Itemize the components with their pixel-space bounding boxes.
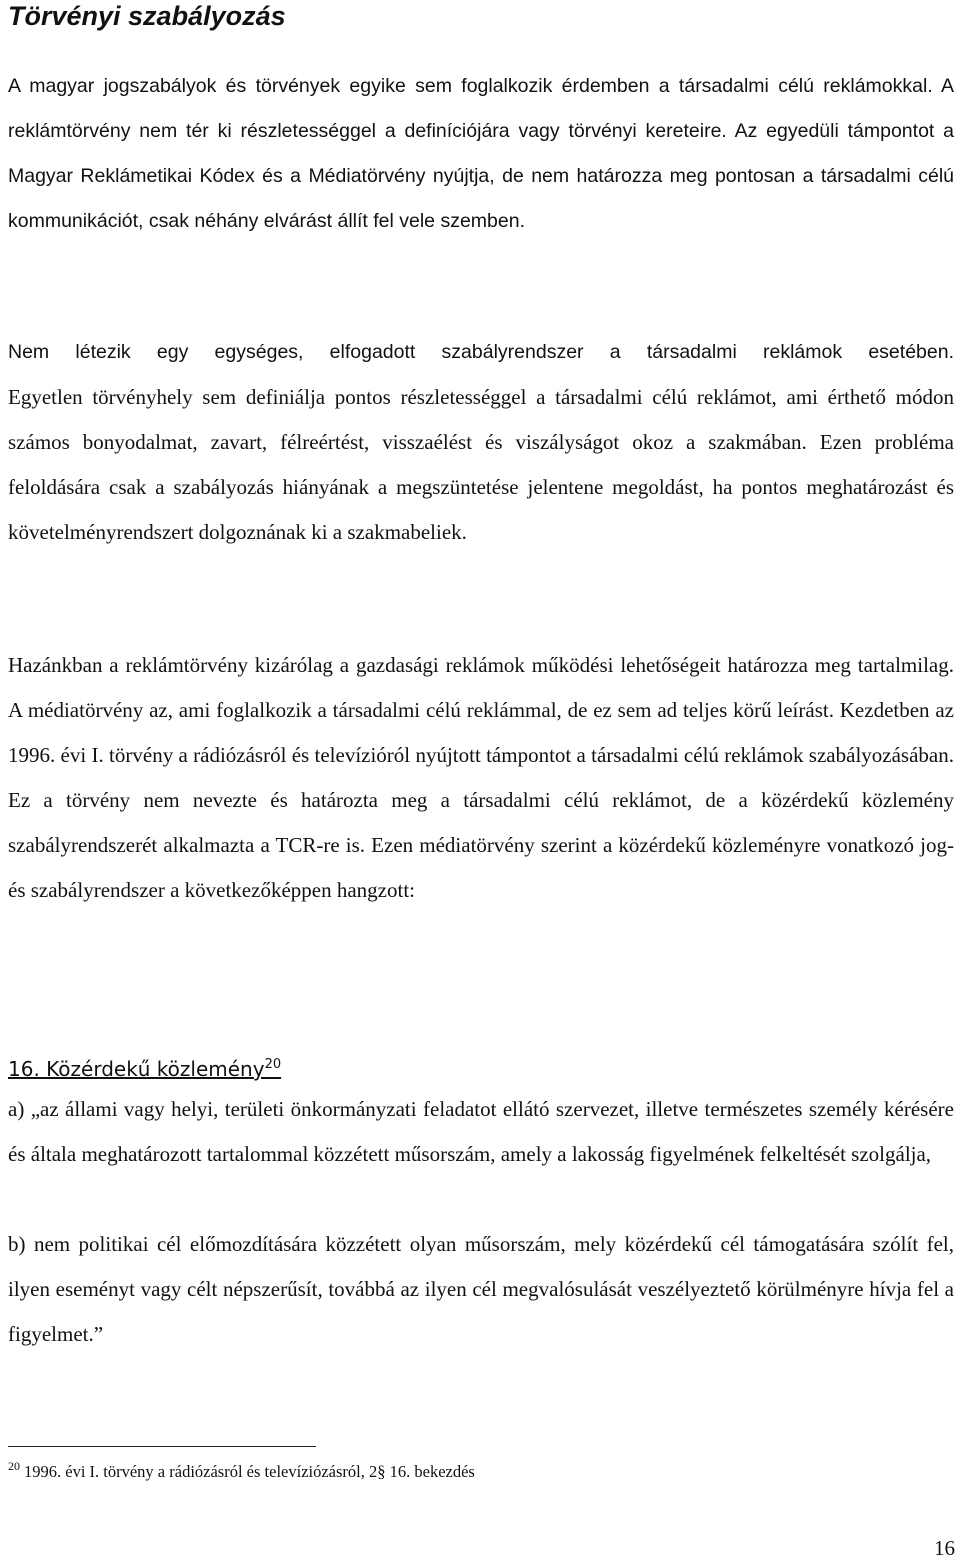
subheading-text: 16. Közérdekű közlemény	[8, 1057, 265, 1081]
paragraph-media-law: Hazánkban a reklámtörvény kizárólag a gazdasági reklámok működési lehetőségeit határozza meg tartalmilag. A médiatörvény az, ami foglalkozik a társadalmi célú reklámmal, de ez sem ad teljes körű leírást. Kezdetben az 1996. évi I. törvény a rádiózásról és televízióról nyújtott támpontot a társadalmi célú reklámok szabályozásában. Ez a törvény nem nevezte és határozta meg a társadalmi célú reklámot, de a közérdekű közlemény szabályrendszerét alkalmazta a TCR-re is. Ezen médiatörvény szerint a közérdekű közleményre vonatkozó jog- és szabályrendszer a következőképpen hangzott:	[8, 653, 954, 902]
footnote-divider	[8, 1446, 316, 1447]
page-number: 16	[934, 1536, 955, 1560]
subheading-public-announcement	[8, 1047, 281, 1091]
quote-item-a: a) „az állami vagy helyi, területi önkormányzati feladatot ellátó szervezet, illetve természetes személy kérésére és általa meghatározott tartalommal közzétett műsorszám, amely a lakosság figyelmének felkeltését szolgálja,	[8, 1097, 954, 1166]
footnote	[8, 1461, 475, 1483]
footnote-reference: 20	[264, 1057, 282, 1072]
footnote-number: 20	[8, 1459, 20, 1473]
quote-item-b: b) nem politikai cél előmozdítására közzétett olyan műsorszám, mely közérdekű cél támogatására szólít fel, ilyen eseményt vagy célt népszerűsít, továbbá az ilyen cél megvalósulását veszélyeztető körülményre hívja fel a figyelmet.”	[8, 1232, 954, 1346]
paragraph-intro: A magyar jogszabályok és törvények egyike sem foglalkozik érdemben a társadalmi célú reklámokkal. A reklámtörvény nem tér ki részletességgel a definíciójára vagy törvényi kereteire. Az egyedüli támpontot a Magyar Reklámetikai Kódex és a Médiatörvény nyújtja, de nem határozza meg pontosan a társadalmi célú kommunikációt, csak néhány elvárást állít fel vele szemben.	[8, 75, 954, 232]
footnote-text: 1996. évi I. törvény a rádiózásról és televíziózásról, 2§ 16. bekezdés	[24, 1462, 475, 1481]
paragraph-no-unified-rules: Nem létezik egy egységes, elfogadott szabályrendszer a társadalmi reklámok esetében.	[8, 341, 954, 363]
section-heading: Törvényi szabályozás	[8, 1, 286, 31]
paragraph-no-definition: Egyetlen törvényhely sem definiálja pontos részletességgel a társadalmi célú reklámot, ami érthető módon számos bonyodalmat, zavart, félreértést, visszaélést és viszályságot okoz a szakmában. Ezen probléma feloldására csak a szabályozás hiányának a megszüntetése jelentene megoldást, ha pontos meghatározást és követelményrendszert dolgoznának ki a szakmabeliek.	[8, 385, 954, 544]
